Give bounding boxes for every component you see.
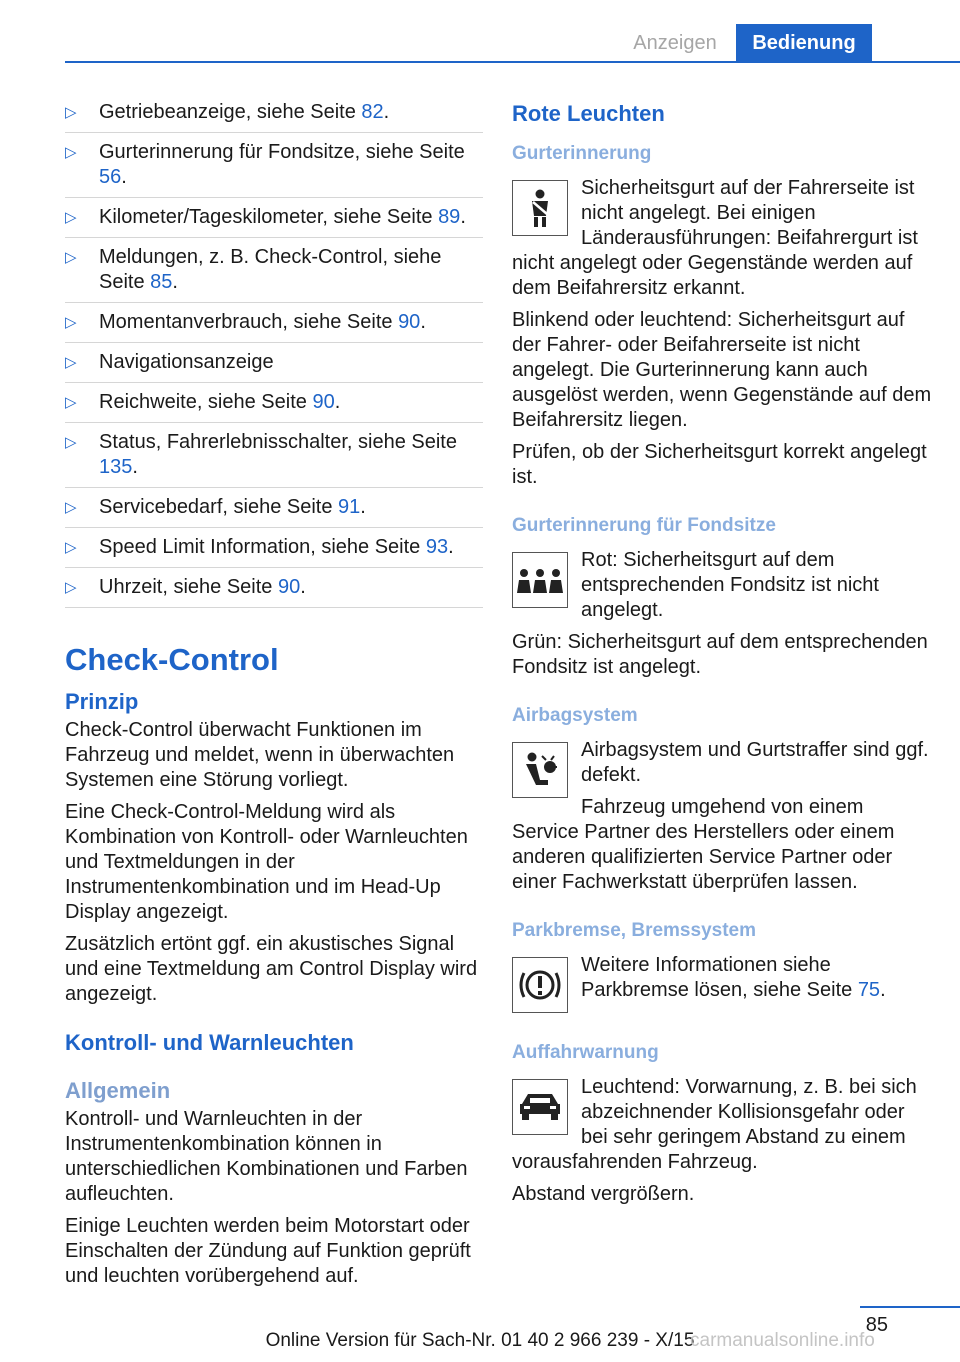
triangle-bullet-icon: ▷ <box>65 579 77 596</box>
bullet-text: Meldungen, z. B. Check-Control, siehe Seite <box>99 246 442 293</box>
lamp-block-fond <box>512 548 932 623</box>
page-link[interactable]: 135 <box>99 456 133 478</box>
triangle-bullet-icon: ▷ <box>65 539 77 556</box>
display-items-list <box>65 100 483 608</box>
heading-allgemein: Allgemein <box>65 1078 171 1103</box>
bullet-item <box>65 245 483 303</box>
bullet-end: . <box>300 576 306 598</box>
paragraph: Airbagsystem und Gurtstraffer sind ggf. defekt. <box>581 739 929 786</box>
bullet-end: . <box>448 536 454 558</box>
seatbelt-warning-icon <box>512 180 568 236</box>
bullet-end: . <box>460 206 466 228</box>
rear-seatbelt-icon <box>512 552 568 608</box>
bullet-end: . <box>334 391 341 413</box>
tab-bedienung[interactable]: Bedienung <box>736 24 872 62</box>
page-link[interactable]: 93 <box>425 536 449 558</box>
bullet-item <box>65 100 483 133</box>
paragraph: Check-Control überwacht Funktionen im Fahrzeug und meldet, wenn in überwachten Systemen eine Störung vorliegt. <box>65 719 455 791</box>
heading-gurterinnerung: Gurterinnerung <box>512 143 652 164</box>
bullet-end: . <box>121 166 127 188</box>
heading-parkbremse: Parkbremse, Bremssystem <box>512 920 756 941</box>
bullet-end: . <box>172 271 178 293</box>
triangle-bullet-icon: ▷ <box>65 249 77 266</box>
paragraph: Eine Check-Control-Meldung wird als Kombination von Kontroll- oder Warnleuchten und Textmeldungen in der Instrumentenkombination und im Head-Up Display angezeigt. <box>65 801 468 923</box>
page-link[interactable]: 90 <box>277 576 301 598</box>
page-link[interactable]: 90 <box>312 391 335 413</box>
bullet-item <box>65 430 483 488</box>
bullet-end: . <box>360 496 366 518</box>
footer-rule <box>860 1306 960 1308</box>
bullet-text: Speed Limit Information, siehe Seite <box>99 536 426 558</box>
bullet-text: Uhrzeit, siehe Seite <box>99 576 278 598</box>
paragraph: Zusätzlich ertönt ggf. ein akustisches Signal und eine Textmeldung am Control Display wird angezeigt. <box>65 933 478 1005</box>
bullet-text: Navigationsanzeige <box>99 351 274 373</box>
triangle-bullet-icon: ▷ <box>65 104 77 121</box>
bullet-item <box>65 495 483 528</box>
footer-online-version: Online Version für Sach-Nr. 01 40 2 966 239 - X/15 <box>265 1330 695 1351</box>
triangle-bullet-icon: ▷ <box>65 314 77 331</box>
bullet-text: Getriebeanzeige, siehe Seite <box>99 101 362 123</box>
lamp-block-park <box>512 953 932 1017</box>
triangle-bullet-icon: ▷ <box>65 209 77 226</box>
bullet-item <box>65 205 483 238</box>
paragraph: Fahrzeug umgehend von einem Service Partner des Herstellers oder einem anderen qualifizierten Service Partner oder einer Fachwerkstatt überprüfen lassen. <box>512 796 895 893</box>
triangle-bullet-icon: ▷ <box>65 499 77 516</box>
bullet-text: Servicebedarf, siehe Seite <box>99 496 339 518</box>
paragraph: Leuchtend: Vorwarnung, z. B. bei sich abzeichnender Kollisionsgefahr oder bei sehr geringem Abstand zu einem vorausfahrenden Fahrzeug. <box>512 1076 917 1173</box>
paragraph: Einige Leuchten werden beim Motorstart oder Einschalten der Zündung auf Funktion geprüft und leuchten vorübergehend auf. <box>65 1215 471 1287</box>
bullet-item <box>65 310 483 343</box>
paragraph: Weitere Informationen siehe Parkbremse lösen, siehe Seite 75. <box>581 954 886 1001</box>
heading-rote-leuchten: Rote Leuchten <box>512 101 665 126</box>
watermark: carmanualsonline.info <box>690 1330 875 1351</box>
airbag-icon <box>512 742 568 798</box>
page-link[interactable]: 89 <box>438 206 461 228</box>
bullet-end: . <box>132 456 138 478</box>
left-column <box>65 100 483 1296</box>
collision-warning-icon <box>512 1079 568 1135</box>
bullet-item <box>65 350 483 383</box>
paragraph: Blinkend oder leuchtend: Sicherheitsgurt auf der Fahrer- oder Beifahrerseite ist nicht angelegt. Die Gurterinnerung kann auch ausgelöst werden, wenn Gegenstände auf dem Beifahrersitz liegen. <box>512 309 932 431</box>
lamp-block-airbag <box>512 738 932 895</box>
bullet-end: . <box>383 101 390 123</box>
triangle-bullet-icon: ▷ <box>65 434 77 451</box>
lamp-block-auff <box>512 1075 932 1175</box>
bullet-text: Reichweite, siehe Seite <box>99 391 313 413</box>
page-link[interactable]: 75 <box>857 979 881 1001</box>
bullet-text: Kilometer/Tageskilometer, siehe Seite <box>99 206 439 228</box>
triangle-bullet-icon: ▷ <box>65 144 77 161</box>
triangle-bullet-icon: ▷ <box>65 354 77 371</box>
heading-airbagsystem: Airbagsystem <box>512 705 638 726</box>
page-link[interactable]: 85 <box>150 271 173 293</box>
page-link[interactable]: 56 <box>99 166 122 188</box>
page-link[interactable]: 90 <box>398 311 421 333</box>
brake-warning-icon <box>512 957 568 1013</box>
page-link[interactable]: 91 <box>338 496 361 518</box>
paragraph: Sicherheitsgurt auf der Fahrerseite ist nicht angelegt. Bei einigen Länderausführungen: Beifahrergurt ist nicht angelegt oder Gegenstände werden auf dem Beifahrersitz erkannt. <box>512 177 918 299</box>
bullet-item <box>65 575 483 608</box>
heading-gurterinnerung-fondsitze: Gurterinnerung für Fondsitze <box>512 515 776 536</box>
heading-prinzip: Prinzip <box>65 689 139 714</box>
bullet-text: Status, Fahrerlebnisschalter, siehe Seite <box>99 431 457 453</box>
right-column <box>512 100 932 1214</box>
lamp-block-gurt <box>512 176 932 301</box>
bullet-end: . <box>420 311 426 333</box>
section-title-check-control: Check-Control <box>65 642 279 677</box>
page-number: 85 <box>865 1314 888 1336</box>
bullet-text: Gurterinnerung für Fondsitze, siehe Seite <box>99 141 465 163</box>
heading-auffahrwarnung: Auffahrwarnung <box>512 1042 659 1063</box>
page-link[interactable]: 82 <box>361 101 384 123</box>
bullet-item <box>65 140 483 198</box>
bullet-text: Momentanverbrauch, siehe Seite <box>99 311 399 333</box>
bullet-item <box>65 535 483 568</box>
paragraph: Abstand vergrößern. <box>512 1183 695 1205</box>
paragraph: Kontroll- und Warnleuchten in der Instrumentenkombination können in unterschiedlichen Kombinationen und Farben aufleuchten. <box>65 1108 468 1205</box>
paragraph: Grün: Sicherheitsgurt auf dem entsprechenden Fondsitz ist angelegt. <box>512 631 928 678</box>
heading-kontroll-warnleuchten: Kontroll- und Warnleuchten <box>65 1030 354 1055</box>
paragraph: Prüfen, ob der Sicherheitsgurt korrekt angelegt ist. <box>512 441 927 488</box>
paragraph: Rot: Sicherheitsgurt auf dem entsprechenden Fondsitz ist nicht angelegt. <box>581 549 879 621</box>
bullet-item <box>65 390 483 423</box>
tab-anzeigen[interactable]: Anzeigen <box>633 32 717 54</box>
triangle-bullet-icon: ▷ <box>65 394 77 411</box>
